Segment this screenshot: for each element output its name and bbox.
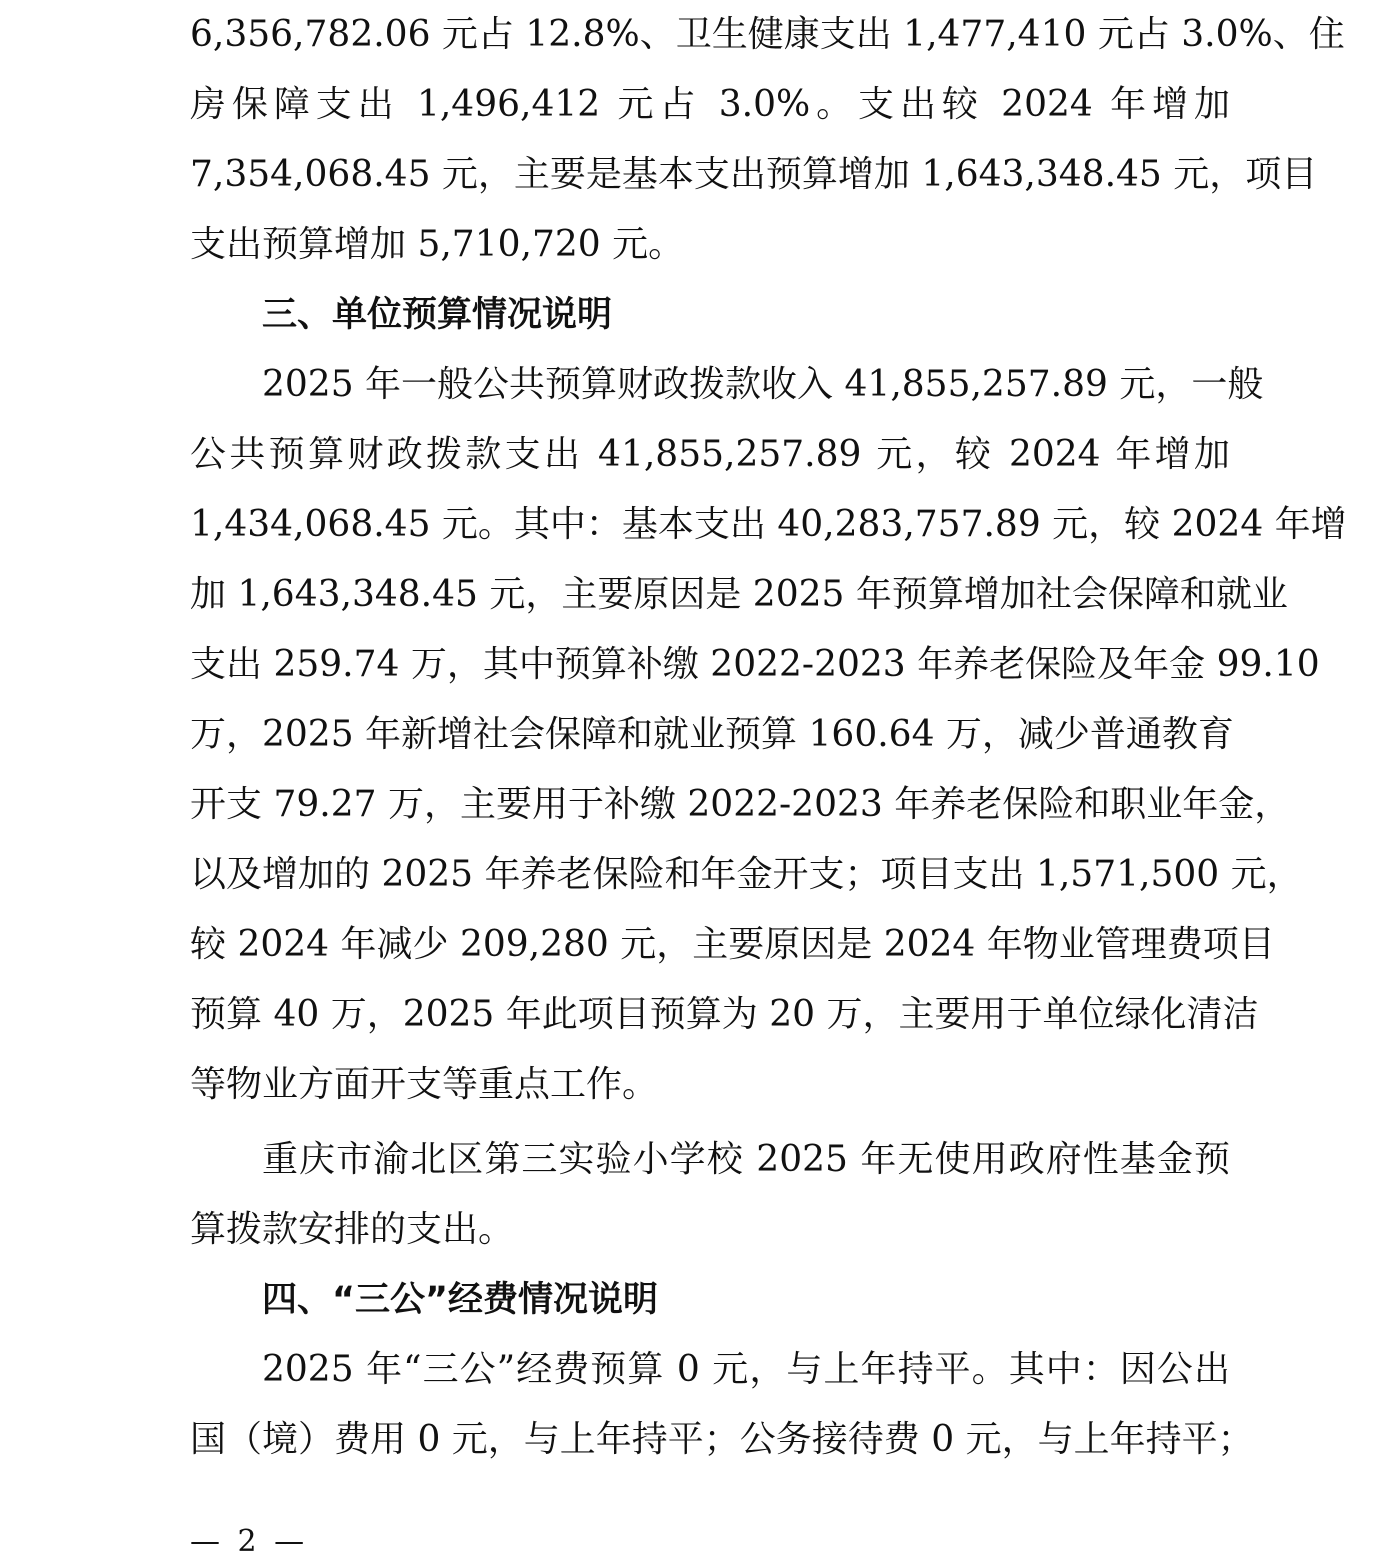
paragraph-line: 支出 259.74 万，其中预算补缴 2022-2023 年养老保险及年金 99.10 — [190, 644, 1320, 685]
section-heading-unit-budget: 三、单位预算情况说明 — [262, 295, 613, 335]
paragraph-line: 公共预算财政拨款支出 41,855,257.89 元，较 2024 年增加 — [190, 434, 1230, 475]
paragraph-line: 加 1,643,348.45 元，主要原因是 2025 年预算增加社会保障和就业 — [190, 574, 1288, 615]
paragraph-line: 房保障支出 1,496,412 元占 3.0%。支出较 2024 年增加 — [190, 84, 1230, 125]
section-heading-three-public-expenses: 四、“三公”经费情况说明 — [262, 1280, 659, 1320]
paragraph-line: 以及增加的 2025 年养老保险和年金开支；项目支出 1,571,500 元， — [190, 854, 1303, 895]
paragraph-line: 支出预算增加 5,710,720 元。 — [190, 224, 685, 265]
paragraph-line: 国（境）费用 0 元，与上年持平；公务接待费 0 元，与上年持平； — [190, 1419, 1254, 1460]
paragraph-line: 2025 年一般公共预算财政拨款收入 41,855,257.89 元，一般 — [262, 364, 1264, 405]
paragraph-line: 预算 40 万，2025 年此项目预算为 20 万，主要用于单位绿化清洁 — [190, 994, 1259, 1035]
paragraph-line: 6,356,782.06 元占 12.8%、卫生健康支出 1,477,410 元占 3.0%、住 — [190, 14, 1345, 55]
paragraph-line: 等物业方面开支等重点工作。 — [190, 1064, 659, 1105]
paragraph-line: 万，2025 年新增社会保障和就业预算 160.64 万，减少普通教育 — [190, 714, 1234, 755]
paragraph-line: 重庆市渝北区第三实验小学校 2025 年无使用政府性基金预 — [262, 1139, 1230, 1180]
paragraph-line: 较 2024 年减少 209,280 元，主要原因是 2024 年物业管理费项目 — [190, 924, 1275, 965]
paragraph-line: 算拨款安排的支出。 — [190, 1209, 515, 1250]
paragraph-line: 2025 年“三公”经费预算 0 元，与上年持平。其中：因公出 — [262, 1349, 1230, 1390]
page-number: — 2 — — [190, 1524, 309, 1559]
paragraph-line: 7,354,068.45 元，主要是基本支出预算增加 1,643,348.45 元，项目 — [190, 154, 1318, 195]
paragraph-line: 1,434,068.45 元。其中：基本支出 40,283,757.89 元，较 2024 年增 — [190, 504, 1347, 545]
paragraph-line: 开支 79.27 万，主要用于补缴 2022-2023 年养老保险和职业年金， — [190, 784, 1291, 825]
